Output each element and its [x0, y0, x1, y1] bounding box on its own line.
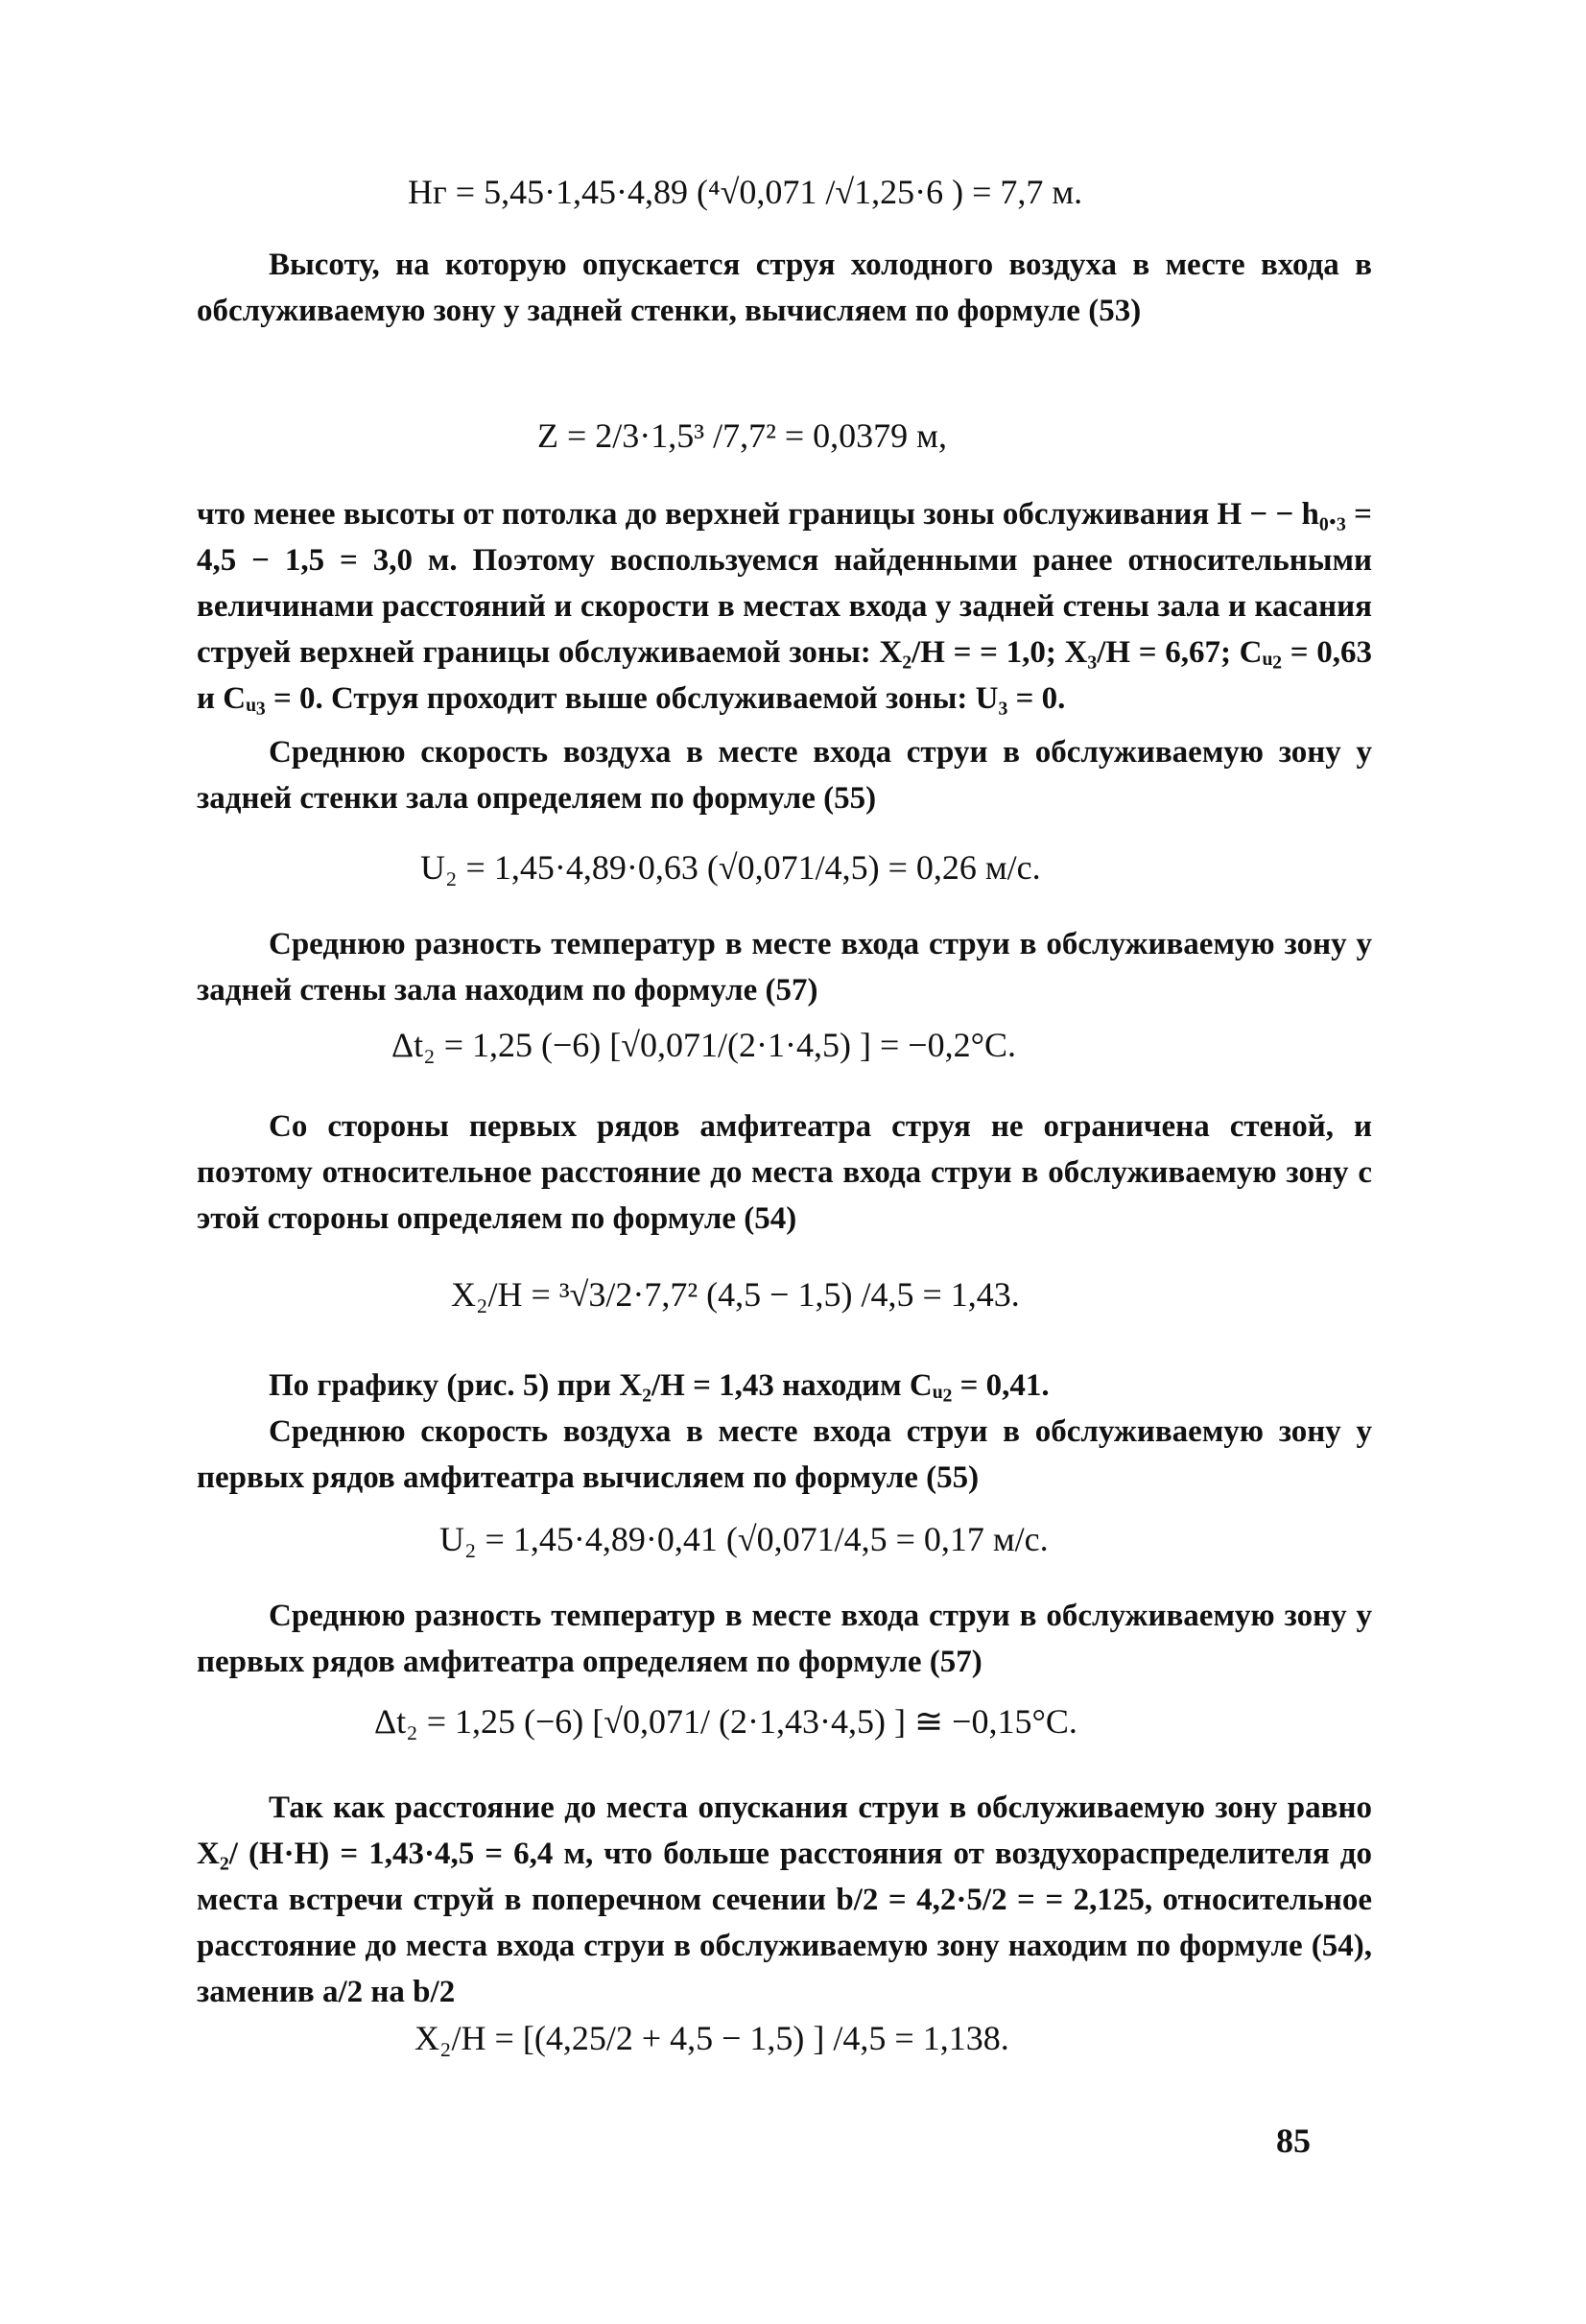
paragraph-height-intro: Высоту, на которую опускается струя холодного воздуха в месте входа в обслуживаемую зону у задней стенки, вычисляем по формуле (53) — [197, 248, 1372, 328]
formula-velocity-amphitheatre: U₂ = 1,45·4,89·0,41 (√0,071/4,5 = 0,17 м/с. — [439, 1520, 1049, 1558]
paragraph-graph-reading: По графику (рис. 5) при X₂/H = 1,43 находим Cᵤ₂ = 0,41. — [269, 1368, 1050, 1403]
formula-jet-height: Hг = 5,45·1,45·4,89 (⁴√0,071 /√1,25·6 ) = 7,7 м. — [408, 173, 1083, 211]
paragraph-velocity-amphitheatre: Среднюю скорость воздуха в месте входа струи в обслуживаемую зону у первых рядов амфитеатра вычисляем по формуле (55) — [197, 1414, 1372, 1495]
formula-z-height: Z = 2/3·1,5³ /7,7² = 0,0379 м, — [537, 416, 947, 455]
formula-relative-distance: X₂/H = ³√3/2·7,7² (4,5 − 1,5) /4,5 = 1,43. — [451, 1275, 1020, 1314]
paragraph-ceiling-comparison: что менее высоты от потолка до верхней границы зоны обслуживания H − − h₀.₃ = 4,5 − 1,5 = 3,0 м. Поэтому воспользуемся найденными ранее относительными величинами расстояний и скорости в местах входа у задней стены зала и касания струей верхней границы обслуживаемой зоны: X₂/H = = 1,0; X₃/H = 6,67; Cᵤ₂ = 0,63 и Cᵤ₃ = 0. Струя проходит выше обслуживаемой зоны: U₃ = 0. — [197, 497, 1372, 716]
formula-velocity-back-wall: U₂ = 1,45·4,89·0,63 (√0,071/4,5) = 0,26 м/с. — [420, 848, 1041, 887]
formula-temperature-back-wall: Δt₂ = 1,25 (−6) [√0,071/(2·1·4,5) ] = −0,2°C. — [391, 1026, 1016, 1064]
formula-temperature-amphitheatre: Δt₂ = 1,25 (−6) [√0,071/ (2·1,43·4,5) ] ≅ −0,15°C. — [374, 1702, 1077, 1741]
paragraph-temperature-amphitheatre: Среднюю разность температур в месте входа струи в обслуживаемую зону у первых рядов амфитеатра определяем по формуле (57) — [197, 1599, 1372, 1679]
paragraph-cross-section: Так как расстояние до места опускания струи в обслуживаемую зону равно X₂/ (H·H) = 1,43·4,5 = 6,4 м, что больше расстояния от воздухораспределителя до места встречи струй в поперечном сечении b/2 = 4,2·5/2 = = 2,125, относительное расстояние до места входа струи в обслуживаемую зону находим по формуле (54), заменив a/2 на b/2 — [197, 1790, 1372, 2009]
formula-relative-distance-b: X₂/H = [(4,25/2 + 4,5 − 1,5) ] /4,5 = 1,138. — [414, 2019, 1009, 2057]
paragraph-velocity-back-wall: Среднюю скорость воздуха в месте входа струи в обслуживаемую зону у задней стенки зала определяем по формуле (55) — [197, 735, 1372, 816]
page-number: 85 — [1276, 2122, 1311, 2160]
paragraph-amphitheatre-distance: Со стороны первых рядов амфитеатра струя не ограничена стеной, и поэтому относительное расстояние до места входа струи в обслуживаемую зону с этой стороны определяем по формуле (54) — [197, 1109, 1372, 1236]
paragraph-temperature-back-wall: Среднюю разность температур в месте входа струи в обслуживаемую зону у задней стены зала находим по формуле (57) — [197, 927, 1372, 1008]
